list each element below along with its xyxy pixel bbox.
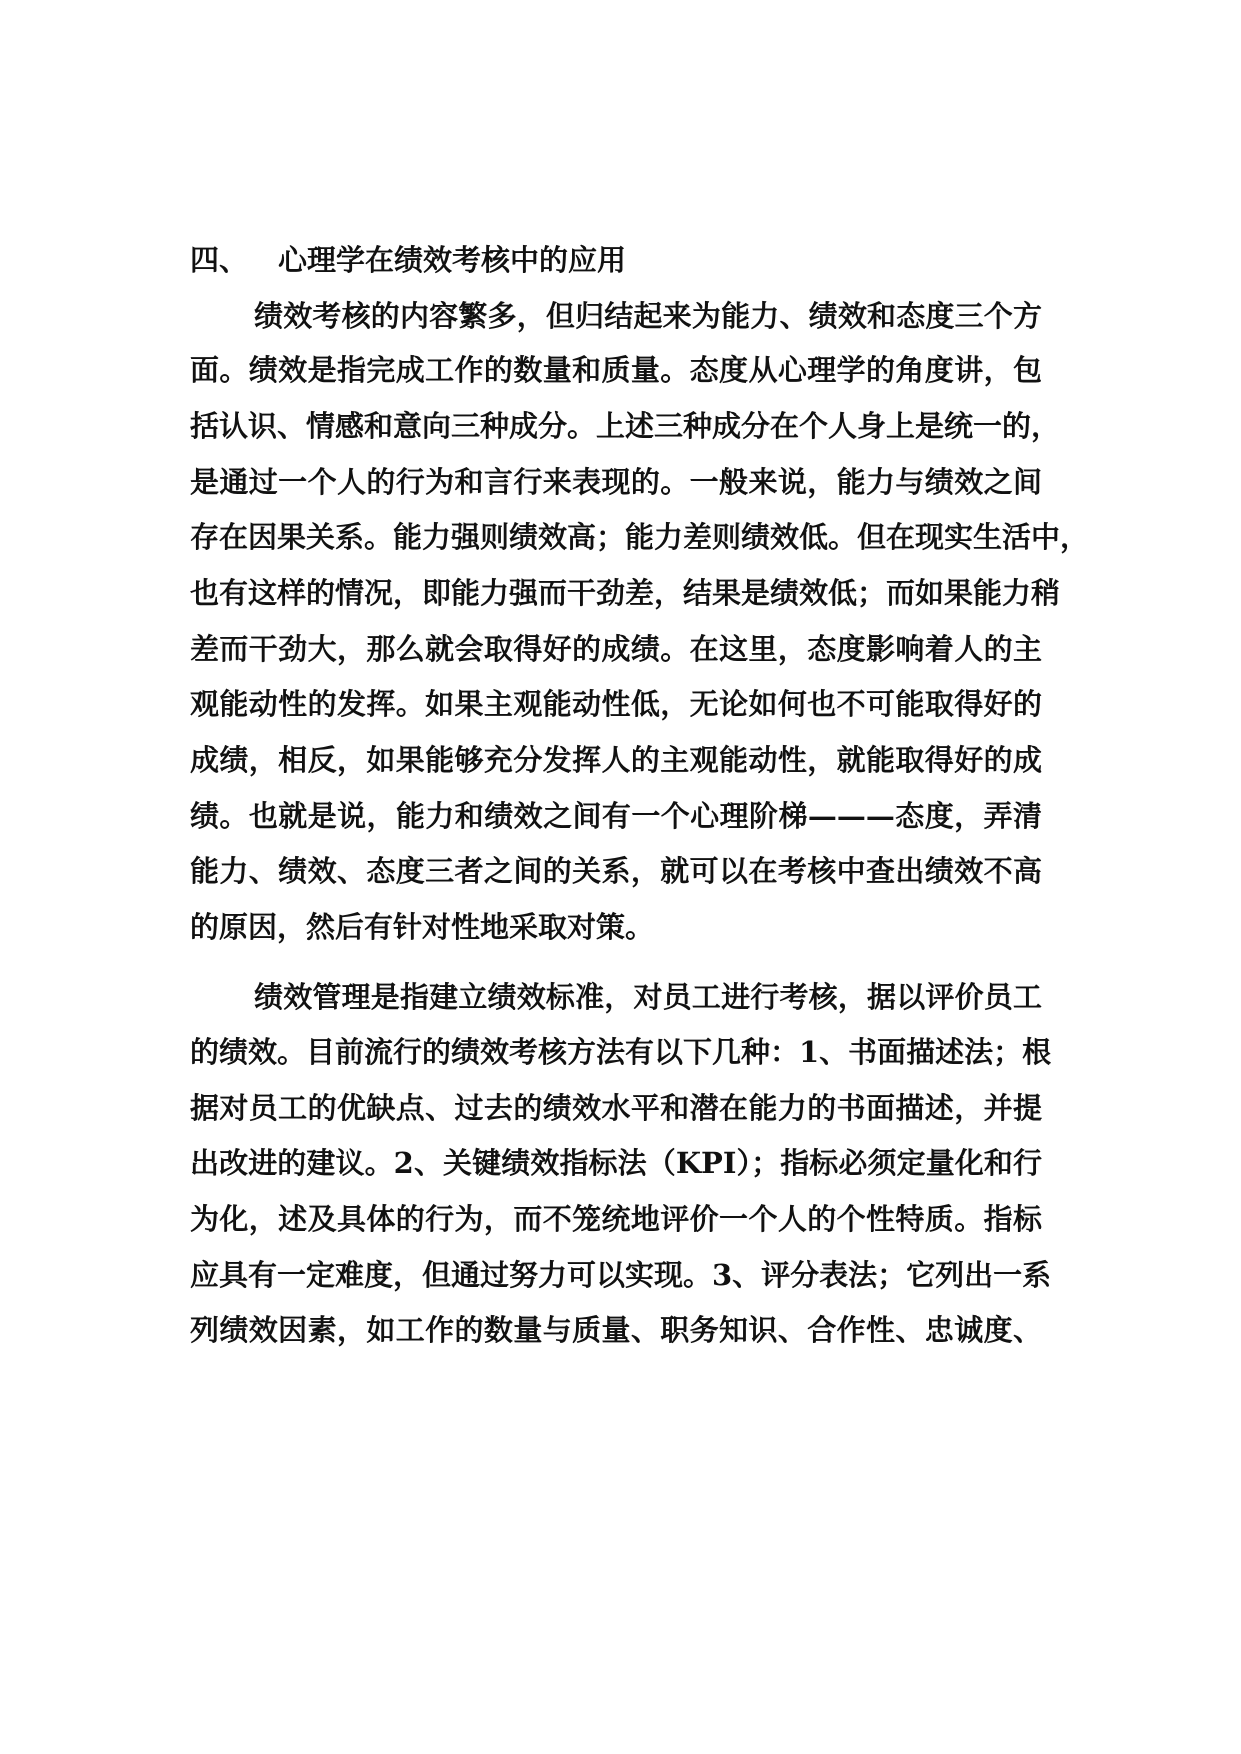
section-heading bbox=[190, 240, 626, 280]
paragraph-line: 的原因，然后有针对性地采取对策。 bbox=[190, 910, 655, 944]
section-title: 心理学在绩效考核中的应用 bbox=[278, 243, 627, 277]
paragraph-line: 观能动性的发挥。如果主观能动性低，无论如何也不可能取得好的 bbox=[190, 687, 1042, 721]
paragraph-line: 成绩，相反，如果能够充分发挥人的主观能动性，就能取得好的成 bbox=[190, 743, 1042, 777]
section-number: 四、 bbox=[190, 243, 249, 277]
paragraph-line: 据对员工的优缺点、过去的绩效水平和潜在能力的书面描述，并提 bbox=[190, 1091, 1042, 1125]
paragraph-line: 面。绩效是指完成工作的数量和质量。态度从心理学的角度讲，包 bbox=[190, 353, 1042, 387]
paragraph-line: 是通过一个人的行为和言行来表现的。一般来说，能力与绩效之间 bbox=[190, 465, 1042, 499]
paragraph-line: 绩。也就是说，能力和绩效之间有一个心理阶梯———态度，弄清 bbox=[190, 799, 1042, 833]
paragraph-line: 列绩效因素，如工作的数量与质量、职务知识、合作性、忠诚度、 bbox=[190, 1313, 1042, 1347]
paragraph-line: 也有这样的情况，即能力强而干劲差，结果是绩效低；而如果能力稍 bbox=[190, 576, 1061, 610]
paragraph-line: 为化，述及具体的行为，而不笼统地评价一个人的个性特质。指标 bbox=[190, 1202, 1042, 1236]
paragraph-line: 绩效考核的内容繁多，但归结起来为能力、绩效和态度三个方 bbox=[254, 299, 1042, 333]
paragraph-line: 括认识、情感和意向三种成分。上述三种成分在个人身上是统一的， bbox=[190, 409, 1061, 443]
paragraph-line: 差而干劲大，那么就会取得好的成绩。在这里，态度影响着人的主 bbox=[190, 632, 1042, 666]
paragraph-line: 出改进的建议。2、关键绩效指标法（KPI）；指标必须定量化和行 bbox=[190, 1146, 1042, 1180]
paragraph-line: 存在因果关系。能力强则绩效高；能力差则绩效低。但在现实生活中， bbox=[190, 520, 1090, 554]
paragraph-line: 应具有一定难度，但通过努力可以实现。3、评分表法；它列出一系 bbox=[190, 1258, 1052, 1292]
paragraph-line: 的绩效。目前流行的绩效考核方法有以下几种：1、书面描述法；根 bbox=[190, 1035, 1052, 1069]
paragraph-line: 绩效管理是指建立绩效标准，对员工进行考核，据以评价员工 bbox=[254, 980, 1042, 1014]
paragraph-line: 能力、绩效、态度三者之间的关系，就可以在考核中查出绩效不高 bbox=[190, 854, 1042, 888]
